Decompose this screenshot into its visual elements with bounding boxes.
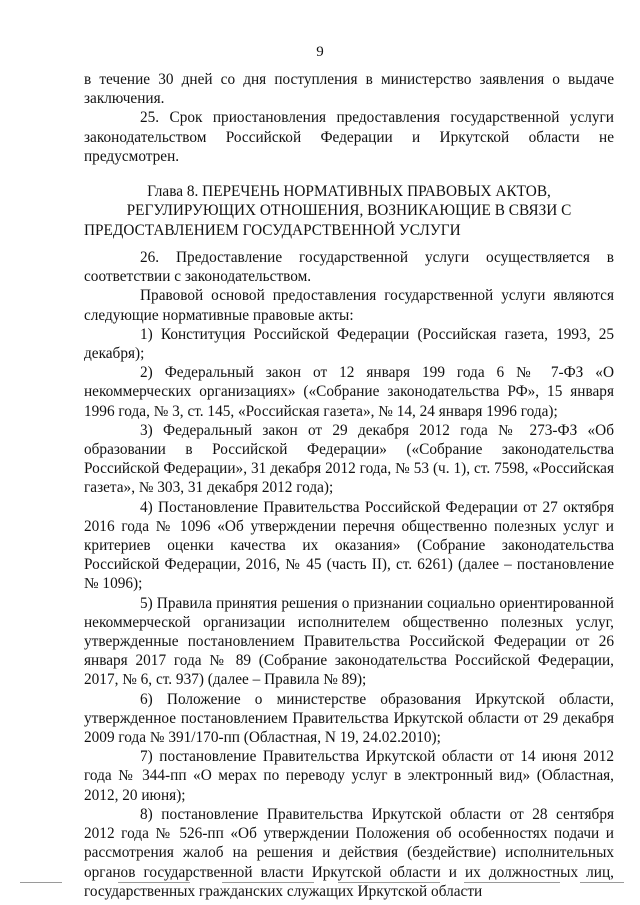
chapter-heading-block <box>84 182 614 240</box>
list-item-5: 5) Правила принятия решения о признании социально ориентированной некоммерческой организации исполнителем общественно полезных услуг, утвержденные постановлением Правительства Российской Федерации от 26 января 2017 года № 89 (Собрание законодательства Российской Федерации, 2017, № 6, ст. 937) (далее – Правила № 89); <box>84 594 614 689</box>
list-item-2: 2) Федеральный закон от 12 января 199 года 6 № 7-ФЗ «О некоммерческих организациях» («Собрание законодательства РФ», 15 января 1996 года, № 3, ст. 145, «Российская газета», № 14, 24 января 1996 года); <box>84 364 614 420</box>
list-item-7: 7) постановление Правительства Иркутской области от 14 июня 2012 года № 344-пп «О мерах по переводу услуг в электронный вид» (Областная, 2012, 20 июня); <box>84 748 614 804</box>
chapter-heading: Глава 8. ПЕРЕЧЕНЬ НОРМАТИВНЫХ ПРАВОВЫХ АКТОВ, РЕГУЛИРУЮЩИХ ОТНОШЕНИЯ, ВОЗНИКАЮЩИЕ В СВЯЗИ С ПРЕДОСТАВЛЕНИЕМ ГОСУДАРСТВЕННОЙ УСЛУГИ <box>84 183 572 239</box>
page-number: 9 <box>316 44 324 60</box>
paragraph-continuation: в течение 30 дней со дня поступления в министерство заявления о выдаче заключения. <box>84 71 614 108</box>
top-text-block <box>84 70 614 166</box>
main-text-block <box>84 248 614 901</box>
paragraph-26: 26. Предоставление государственной услуги осуществляется в соответствии с законодательством. <box>84 249 614 286</box>
list-item-1: 1) Конституция Российской Федерации (Российская газета, 1993, 25 декабря); <box>84 325 614 363</box>
paragraph-legal-basis: Правовой основой предоставления государственной услуги являются следующие нормативные правовые акты: <box>84 287 614 324</box>
list-item-8: 8) постановление Правительства Иркутской области от 28 сентября 2012 года № 526-пп «Об утверждении Положения об особенностях подачи и рассмотрения жалоб на решения и действия (бездействие) исполнительных органов государственной власти Иркутской области и их должностных лиц, государственных гражданских служащих Иркутской области <box>84 805 614 900</box>
paragraph-25: 25. Срок приостановления предоставления государственной услуги законодательством Российской Федерации и Иркутской области не предусмотрен. <box>84 109 614 165</box>
list-item-4: 4) Постановление Правительства Российской Федерации от 27 октября 2016 года № 1096 «Об утверждении перечня общественно полезных услуг и критериев оценки качества их оказания» (Собрание законодательства Российской Федерации, 2016, № 45 (часть II), ст. 6261) (далее – постановление № 1096); <box>84 498 614 593</box>
list-item-3: 3) Федеральный закон от 29 декабря 2012 года № 273-ФЗ «Об образовании в Российской Федерации» («Собрание законодательства Российской Федерации», 31 декабря 2012 года, № 53 (ч. 1), ст. 7598, «Российская газета», № 303, 31 декабря 2012 года); <box>84 421 614 497</box>
list-item-6: 6) Положение о министерстве образования Иркутской области, утвержденное постановлением Правительства Иркутской области от 29 декабря 2009 года № 391/170-пп (Областная, N 19, 24.02.2010); <box>84 690 614 747</box>
page-bottom-rule <box>0 882 640 892</box>
